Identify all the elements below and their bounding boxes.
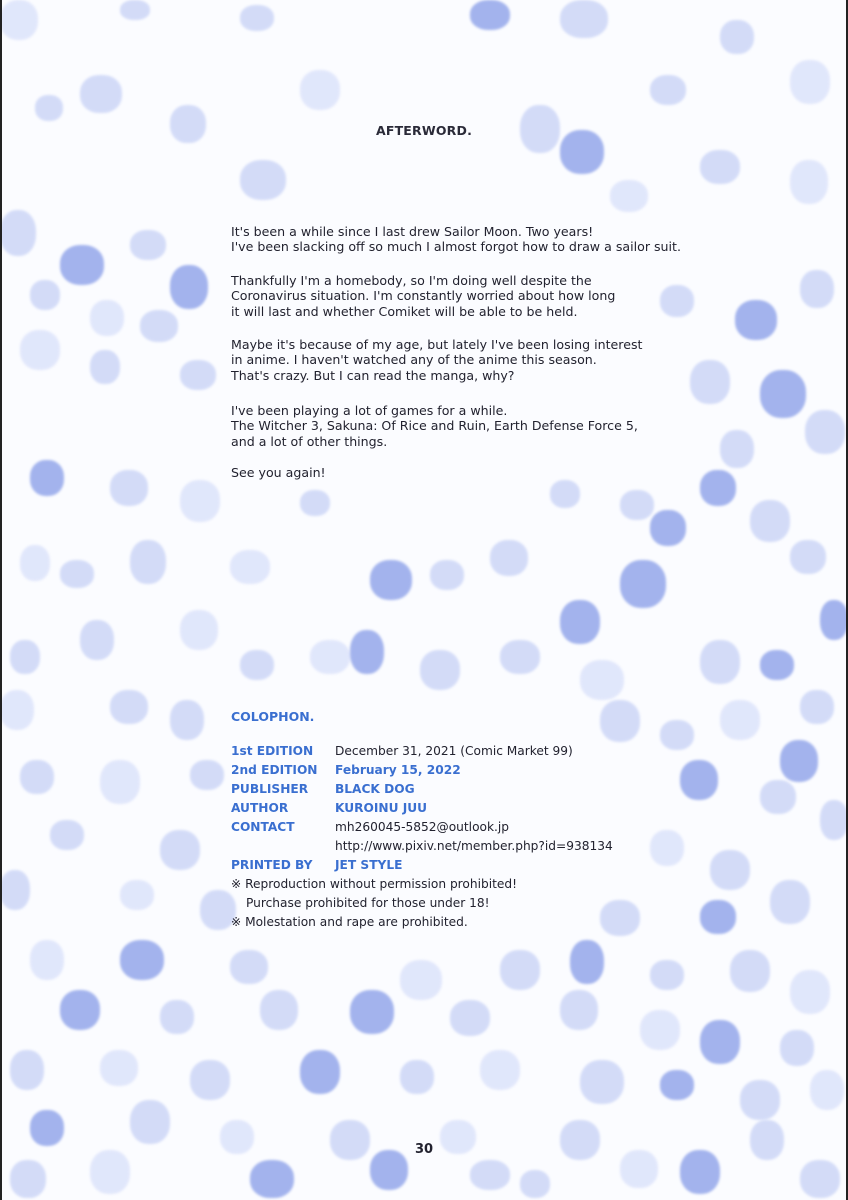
afterword-paragraph-2 <box>231 273 731 319</box>
colophon-title: COLOPHON. <box>231 709 315 724</box>
afterword-paragraph-4 <box>231 403 731 449</box>
afterword-paragraph-5 <box>231 465 731 480</box>
text-line: Maybe it's because of my age, but lately I've been losing interest <box>231 337 643 352</box>
text-line: Coronavirus situation. I'm constantly worried about how long <box>231 288 616 304</box>
colophon-value: February 15, 2022 <box>335 763 461 777</box>
text-line: It's been a while since I last drew Sailor Moon. Two years! <box>231 224 594 239</box>
colophon-value-url: http://www.pixiv.net/member.php?id=938134 <box>335 839 613 853</box>
colophon-key: CONTACT <box>231 820 295 834</box>
page-number: 30 <box>414 1142 434 1157</box>
colophon-value: December 31, 2021 (Comic Market 99) <box>335 744 573 758</box>
afterword-paragraph-1 <box>231 224 731 255</box>
text-line: it will last and whether Comiket will be able to be held. <box>231 303 578 319</box>
text-line: I've been slacking off so much I almost forgot how to draw a sailor suit. <box>231 239 681 255</box>
colophon-key: 1st EDITION <box>231 744 314 758</box>
text-line: in anime. I haven't watched any of the anime this season. <box>231 352 597 368</box>
colophon-value: JET STYLE <box>335 858 403 872</box>
colophon-key: PRINTED BY <box>231 858 313 872</box>
text-line: I've been playing a lot of games for a while. <box>231 403 508 418</box>
colophon-note-molestation: ※ Molestation and rape are prohibited. <box>231 915 468 929</box>
afterword-paragraph-3 <box>231 337 731 383</box>
colophon-key: 2nd EDITION <box>231 763 318 777</box>
afterword-title: AFTERWORD. <box>375 123 473 138</box>
colophon-note-reproduction: ※ Reproduction without permission prohibited! <box>231 877 518 891</box>
colophon-value: KUROINU JUU <box>335 801 428 815</box>
colophon-key: PUBLISHER <box>231 782 309 796</box>
text-line: See you again! <box>231 465 326 480</box>
colophon-value-email: mh260045-5852@outlook.jp <box>335 820 510 834</box>
text-line: and a lot of other things. <box>231 433 388 449</box>
text-line: The Witcher 3, Sakuna: Of Rice and Ruin, Earth Defense Force 5, <box>231 418 638 434</box>
colophon-note-age: Purchase prohibited for those under 18! <box>246 896 490 910</box>
colophon-key: AUTHOR <box>231 801 289 815</box>
colophon-value: BLACK DOG <box>335 782 415 796</box>
text-line: Thankfully I'm a homebody, so I'm doing well despite the <box>231 273 592 288</box>
text-line: That's crazy. But I can read the manga, why? <box>231 367 515 383</box>
